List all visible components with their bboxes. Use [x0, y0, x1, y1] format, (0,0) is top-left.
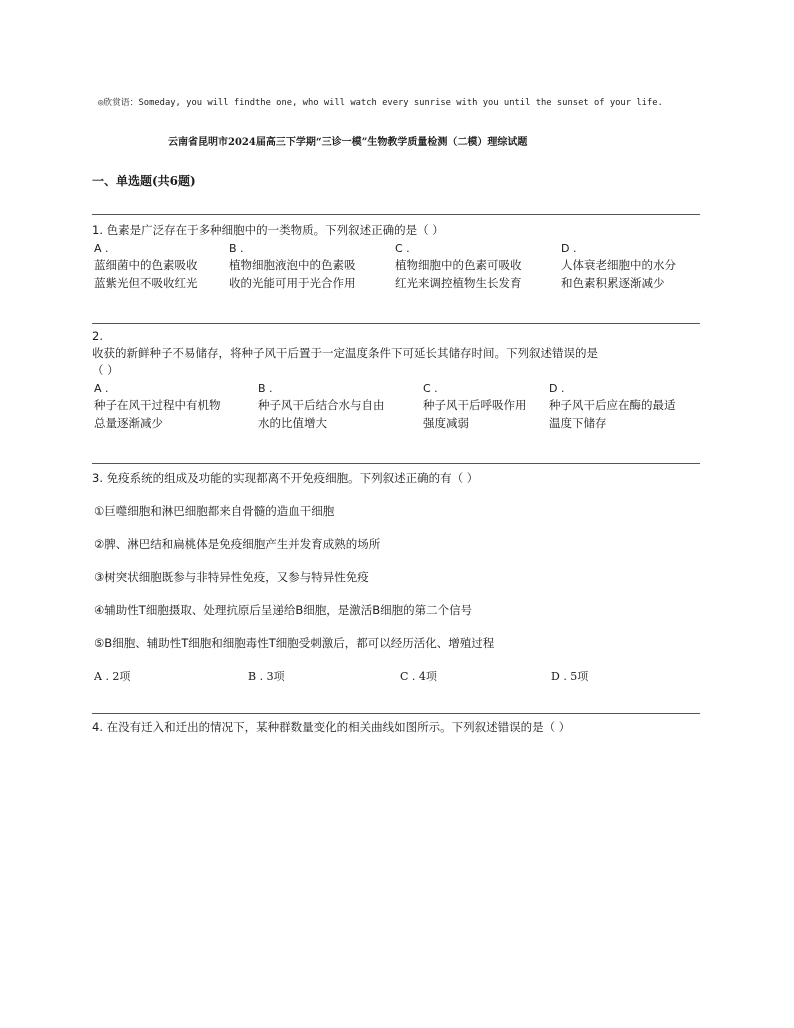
- question-3-option-d[interactable]: D . 5项: [551, 670, 589, 683]
- option-label: A .: [94, 382, 109, 395]
- question-3-statement-2: ②脾、淋巴结和扁桃体是免疫细胞产生并发育成熟的场所: [94, 537, 381, 551]
- option-text-line2: 强度减弱: [423, 416, 469, 430]
- question-2-option-c[interactable]: [423, 382, 527, 432]
- question-4-stem: 4. 在没有迁入和迁出的情况下，某种群数量变化的相关曲线如图所示。下列叙述错误的是（ ）: [92, 720, 571, 734]
- divider: [92, 463, 700, 464]
- question-1-stem: 1. 色素是广泛存在于多种细胞中的一类物质。下列叙述正确的是（ ）: [92, 223, 444, 237]
- question-1-option-a[interactable]: [94, 242, 198, 292]
- question-3-option-b[interactable]: B . 3项: [248, 670, 285, 683]
- option-text-line2: 蓝紫光但不吸收红光: [94, 276, 198, 290]
- option-text-line1: 植物细胞中的色素可吸收: [395, 258, 522, 272]
- header-quote: ◎欣赏语：Someday, you will findthe one, who will watch every sunrise with you until the sunset of your life.: [98, 98, 663, 108]
- option-label: D .: [561, 242, 577, 255]
- option-label: B .: [229, 242, 244, 255]
- question-3-statement-5: ⑤B细胞、辅助性T细胞和细胞毒性T细胞受刺激后，都可以经历活化、增殖过程: [94, 636, 495, 650]
- option-label: C .: [395, 242, 410, 255]
- option-text-line1: 蓝细菌中的色素吸收: [94, 258, 198, 272]
- option-text-line2: 水的比值增大: [258, 416, 327, 430]
- option-text-line2: 收的光能可用于光合作用: [229, 276, 356, 290]
- option-text-line2: 总量逐渐减少: [94, 416, 163, 430]
- divider: [92, 713, 700, 714]
- question-3-option-a[interactable]: A . 2项: [94, 670, 131, 683]
- document-title: 云南省昆明市2024届高三下学期“三诊一模”生物教学质量检测（二模）理综试题: [168, 137, 528, 148]
- option-text-line1: 种子在风干过程中有机物: [94, 398, 221, 412]
- question-3-stem: 3. 免疫系统的组成及功能的实现都离不开免疫细胞。下列叙述正确的有（ ）: [92, 471, 479, 485]
- section-heading: 一、单选题(共6题): [92, 174, 196, 188]
- divider: [92, 214, 700, 215]
- question-1-option-d[interactable]: [561, 242, 676, 292]
- option-label: A .: [94, 242, 109, 255]
- option-text-line1: 种子风干后应在酶的最适: [549, 398, 676, 412]
- question-2-option-d[interactable]: [549, 382, 676, 432]
- option-label: B .: [258, 382, 273, 395]
- question-1-option-b[interactable]: [229, 242, 356, 292]
- question-2-option-a[interactable]: [94, 382, 221, 432]
- question-2-stem: 收获的新鲜种子不易储存，将种子风干后置于一定温度条件下可延长其储存时间。下列叙述错误的是: [92, 346, 598, 360]
- option-text-line1: 植物细胞液泡中的色素吸: [229, 258, 356, 272]
- option-text-line1: 种子风干后结合水与自由: [258, 398, 385, 412]
- question-3-statement-1: ①巨噬细胞和淋巴细胞都来自骨髓的造血干细胞: [94, 504, 335, 518]
- question-3-option-c[interactable]: C . 4项: [400, 670, 437, 683]
- question-2-option-b[interactable]: [258, 382, 385, 432]
- option-label: C .: [423, 382, 438, 395]
- option-text-line1: 种子风干后呼吸作用: [423, 398, 527, 412]
- option-text-line1: 人体衰老细胞中的水分: [561, 258, 676, 272]
- question-2-number: 2.: [92, 329, 103, 343]
- divider: [92, 323, 700, 324]
- question-3-statement-3: ③树突状细胞既参与非特异性免疫，又参与特异性免疫: [94, 570, 369, 584]
- option-text-line2: 温度下储存: [549, 416, 607, 430]
- question-1-option-c[interactable]: [395, 242, 522, 292]
- question-3-statement-4: ④辅助性T细胞摄取、处理抗原后呈递给B细胞，是激活B细胞的第二个信号: [94, 603, 473, 617]
- option-label: D .: [549, 382, 565, 395]
- option-text-line2: 红光来调控植物生长发育: [395, 276, 522, 290]
- question-2-paren: （ ）: [92, 363, 119, 377]
- option-text-line2: 和色素积累逐渐减少: [561, 276, 665, 290]
